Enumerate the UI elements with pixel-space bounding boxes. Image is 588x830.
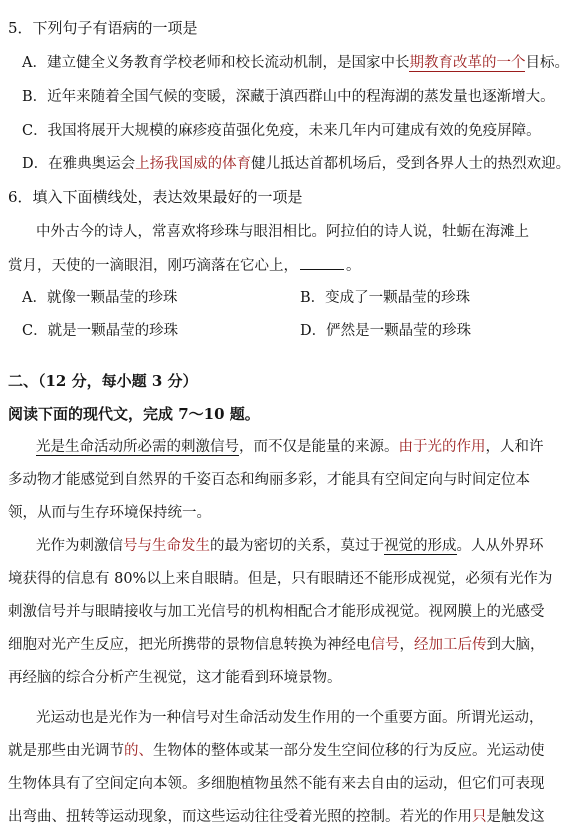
p3-l4-marked: 只: [472, 809, 487, 825]
p2-text-end: 。人从外界环: [456, 538, 544, 554]
p3-l2-text: 就是那些由光调节: [8, 743, 124, 759]
passage-line-2-end: 。: [346, 258, 361, 274]
paragraph-3-line-1: 光运动也是光作为一种信号对生命活动发生作用的一个重要方面。所谓光运动，: [36, 710, 544, 726]
paragraph-3-line-2: [8, 742, 545, 760]
paragraph-2-line-1: [36, 537, 544, 555]
paragraph-1-line-3: 领，从而与生存环境保持统一。: [8, 505, 211, 521]
p2-underlined: 视觉的形成: [384, 538, 457, 554]
p3-l4-text-end: 是触发这: [486, 809, 545, 825]
p2-l4-marked-1: 信号: [370, 637, 400, 653]
p3-l4-text: 出弯曲、扭转等运动现象，而这些运动往往受着光照的控制。若光的作用: [8, 809, 472, 825]
question-6-option-c: C．就是一颗晶莹的珍珠: [22, 323, 179, 339]
passage-line-2-text: 赏月，天使的一滴眼泪，刚巧滴落在它心上，: [8, 258, 298, 274]
paragraph-3-line-4: [8, 808, 545, 826]
paragraph-2-line-4: [8, 636, 545, 654]
p1-underlined: 光是生命活动所必需的刺激信号: [36, 439, 239, 455]
p1-marked: 由于光的作用: [398, 439, 486, 455]
paragraph-2-line-2: 境获得的信息有 80%以上来自眼睛。但是，只有眼睛还不能形成视觉，必须有光作为: [8, 571, 553, 587]
paragraph-1-line-1: [36, 438, 544, 456]
question-5-option-c: C．我国将展开大规模的麻疹疫苗强化免疫，未来几年内可建成有效的免疫屏障。: [22, 123, 541, 139]
question-5-option-d: [22, 155, 570, 173]
p2-l4-marked-2: 经加工后传: [414, 637, 487, 653]
p2-l4-text-end: 到大脑，: [486, 637, 545, 653]
p1-text-end: ，人和许: [485, 439, 544, 455]
section-2-heading: 二、（12 分，每小题 3 分）: [8, 372, 198, 390]
section-2-instruction: 阅读下面的现代文，完成 7～10 题。: [8, 405, 260, 423]
p1-text: ，而不仅是能量的来源。: [239, 439, 399, 455]
p3-l2-marked: 的、: [124, 743, 153, 759]
p2-text: 光作为刺激信: [36, 538, 123, 554]
p2-l4-text: 细胞对光产生反应，把光所携带的景物信息转换为神经电: [8, 637, 371, 653]
question-5-stem: 5．下列句子有语病的一项是: [8, 19, 198, 37]
option-d-suffix: 健儿抵达首都机场后，受到各界人士的热烈欢迎。: [251, 156, 571, 172]
paragraph-1-line-2: 多动物才能感觉到自然界的千姿百态和绚丽多彩，才能具有空间定向与时间定位本: [8, 472, 530, 488]
answer-blank: [300, 257, 344, 270]
paragraph-2-line-5: 再经脑的综合分析产生视觉，这才能看到环境景物。: [8, 670, 342, 686]
option-d-prefix: D．在雅典奥运会: [22, 156, 136, 172]
option-d-marked: 上扬我国威的体育: [135, 156, 252, 172]
question-6-passage-line-2: [8, 257, 361, 275]
p2-marked-1: 号与生命发生: [123, 538, 210, 554]
question-5-option-a: [22, 54, 569, 72]
option-a-marked: 期教育改革的一个: [409, 55, 526, 71]
p3-l2-text-end: 生物体的整体或某一部分发生空间位移的行为反应。光运动使: [153, 743, 545, 759]
question-6-stem: 6．填入下面横线处，表达效果最好的一项是: [8, 188, 303, 206]
p2-text-2: 的最为密切的关系，莫过于: [210, 538, 384, 554]
question-6-option-b: B．变成了一颗晶莹的珍珠: [300, 290, 471, 306]
option-a-suffix: 目标。: [525, 55, 569, 71]
option-a-prefix: A．建立健全义务教育学校老师和校长流动机制，是国家中长: [22, 55, 410, 71]
question-5-option-b: B．近年来随着全国气候的变暖，深藏于滇西群山中的程海湖的蒸发量也逐渐增大。: [22, 89, 555, 105]
question-6-option-d: D．俨然是一颗晶莹的珍珠: [300, 323, 472, 339]
paragraph-2-line-3: 刺激信号并与眼睛接收与加工光信号的机构相配合才能形成视觉。视网膜上的光感受: [8, 604, 545, 620]
paragraph-3-line-3: 生物体具有了空间定向本领。多细胞植物虽然不能有来去自由的运动，但它们可表现: [8, 776, 545, 792]
question-6-passage-line-1: 中外古今的诗人，常喜欢将珍珠与眼泪相比。阿拉伯的诗人说，牡蛎在海滩上: [36, 224, 529, 240]
p2-l4-text-2: ，: [399, 637, 414, 653]
question-6-option-a: A．就像一颗晶莹的珍珠: [22, 290, 178, 306]
